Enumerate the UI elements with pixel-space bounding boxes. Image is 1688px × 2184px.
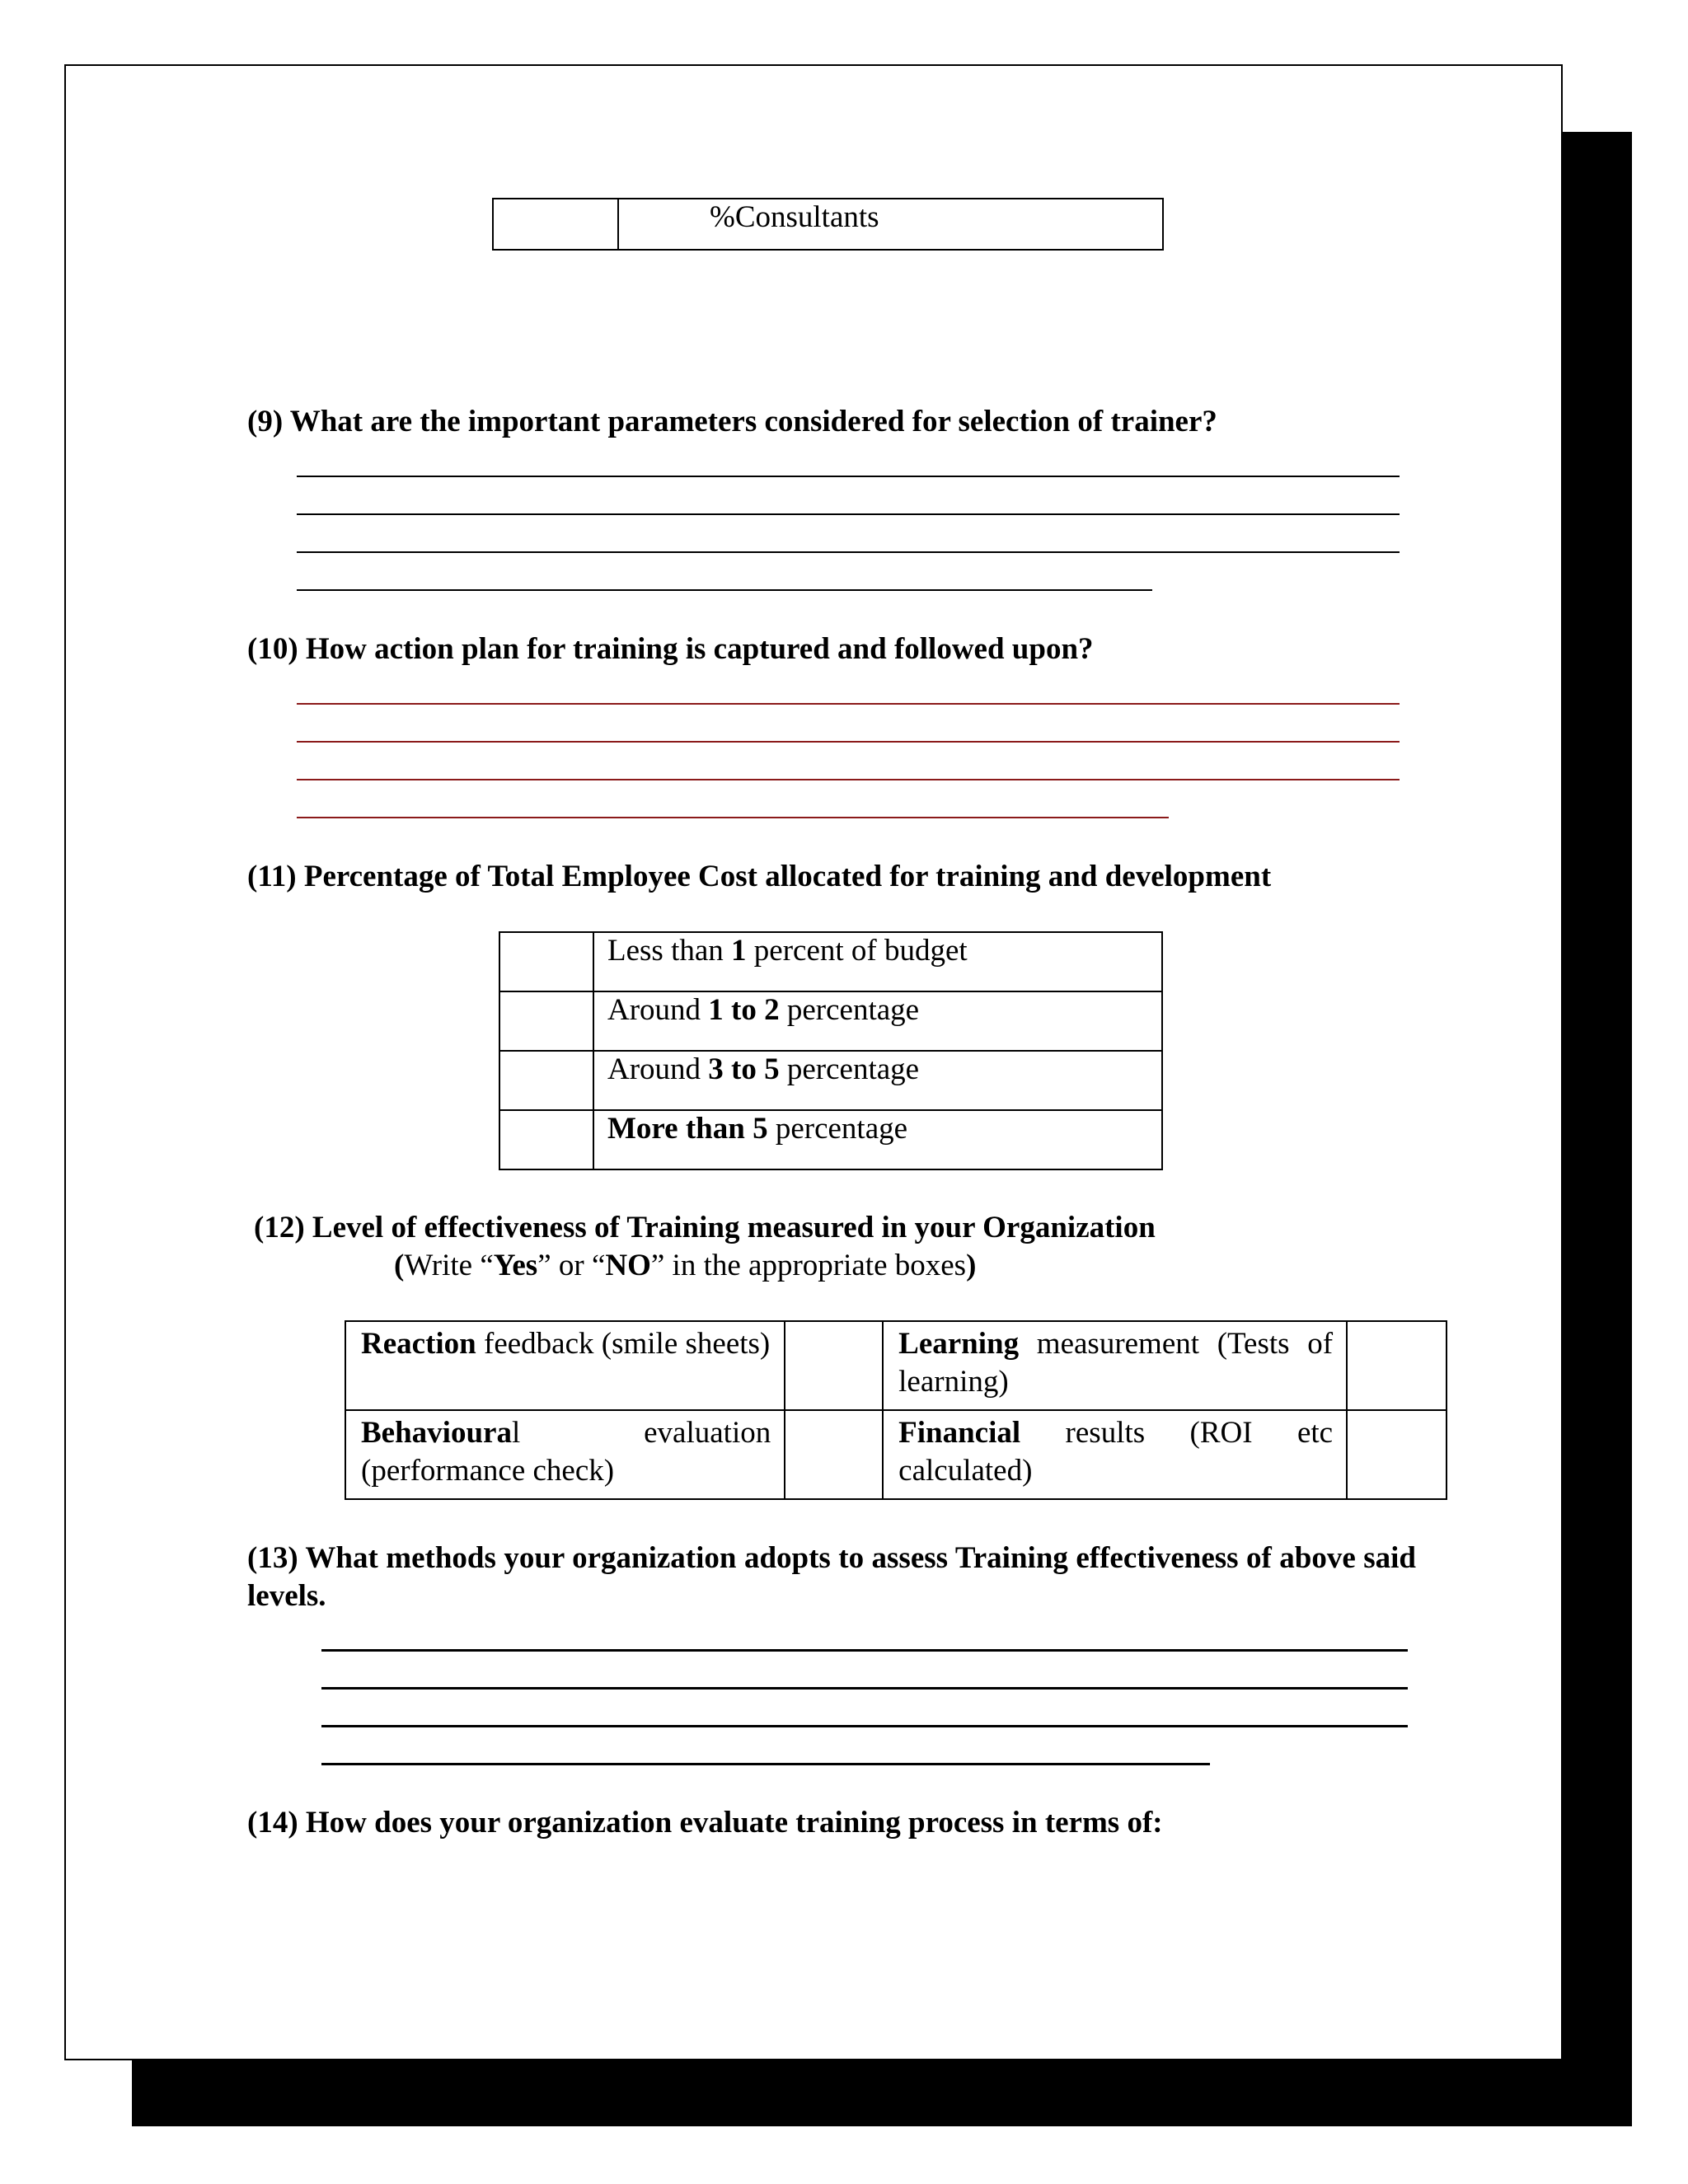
answer-line[interactable]: [297, 779, 1400, 780]
question-12: (12) Level of effectiveness of Training measured in your Organization: [254, 1211, 1156, 1244]
question-9: (9) What are the important parameters considered for selection of trainer?: [247, 405, 1217, 438]
option-row: [499, 1110, 1162, 1169]
answer-line[interactable]: [297, 703, 1400, 705]
answer-line[interactable]: [297, 817, 1169, 818]
checkbox-cell[interactable]: [499, 932, 593, 991]
question-12-instruction: (Write “Yes” or “NO” in the appropriate boxes): [394, 1249, 977, 1282]
option-label: Less than 1 percent of budget: [593, 932, 1162, 991]
level-label: Financial results (ROI etc calculated): [883, 1410, 1347, 1499]
option-label: %Consultants: [618, 199, 1163, 250]
option-label: Around 3 to 5 percentage: [593, 1051, 1162, 1110]
question-13: (13) What methods your organization adopts to assess Training effectiveness of above said levels.: [247, 1541, 1416, 1613]
option-row: [499, 991, 1162, 1051]
answer-line[interactable]: [297, 551, 1400, 553]
checkbox-cell[interactable]: [493, 199, 618, 250]
option-label: Around 1 to 2 percentage: [593, 991, 1162, 1051]
effectiveness-row: [345, 1321, 1447, 1410]
effectiveness-table: [345, 1320, 1447, 1500]
level-label: Behavioural evaluation (performance check): [345, 1410, 785, 1499]
answer-line[interactable]: [321, 1649, 1408, 1652]
yes-no-box[interactable]: [1347, 1321, 1447, 1410]
answer-line[interactable]: [321, 1763, 1210, 1765]
answer-line[interactable]: [297, 513, 1400, 515]
option-row: [499, 932, 1162, 991]
answer-line[interactable]: [297, 476, 1400, 477]
checkbox-cell[interactable]: [499, 1051, 593, 1110]
option-label: More than 5 percentage: [593, 1110, 1162, 1169]
question-10: (10) How action plan for training is captured and followed upon?: [247, 632, 1094, 666]
yes-no-box[interactable]: [785, 1321, 883, 1410]
option-row: [499, 1051, 1162, 1110]
budget-options-table: [499, 931, 1163, 1170]
answer-line[interactable]: [321, 1725, 1408, 1727]
effectiveness-row: [345, 1410, 1447, 1499]
question-11: (11) Percentage of Total Employee Cost allocated for training and development: [247, 860, 1272, 893]
level-label: Learning measurement (Tests of learning): [883, 1321, 1347, 1410]
answer-line[interactable]: [297, 741, 1400, 743]
checkbox-cell[interactable]: [499, 1110, 593, 1169]
answer-line[interactable]: [321, 1687, 1408, 1690]
yes-no-box[interactable]: [785, 1410, 883, 1499]
answer-line[interactable]: [297, 589, 1152, 591]
yes-no-box[interactable]: [1347, 1410, 1447, 1499]
level-label: Reaction feedback (smile sheets): [345, 1321, 785, 1410]
checkbox-cell[interactable]: [499, 991, 593, 1051]
question-14: (14) How does your organization evaluate training process in terms of:: [247, 1806, 1163, 1840]
top-options-table: [492, 198, 1164, 251]
